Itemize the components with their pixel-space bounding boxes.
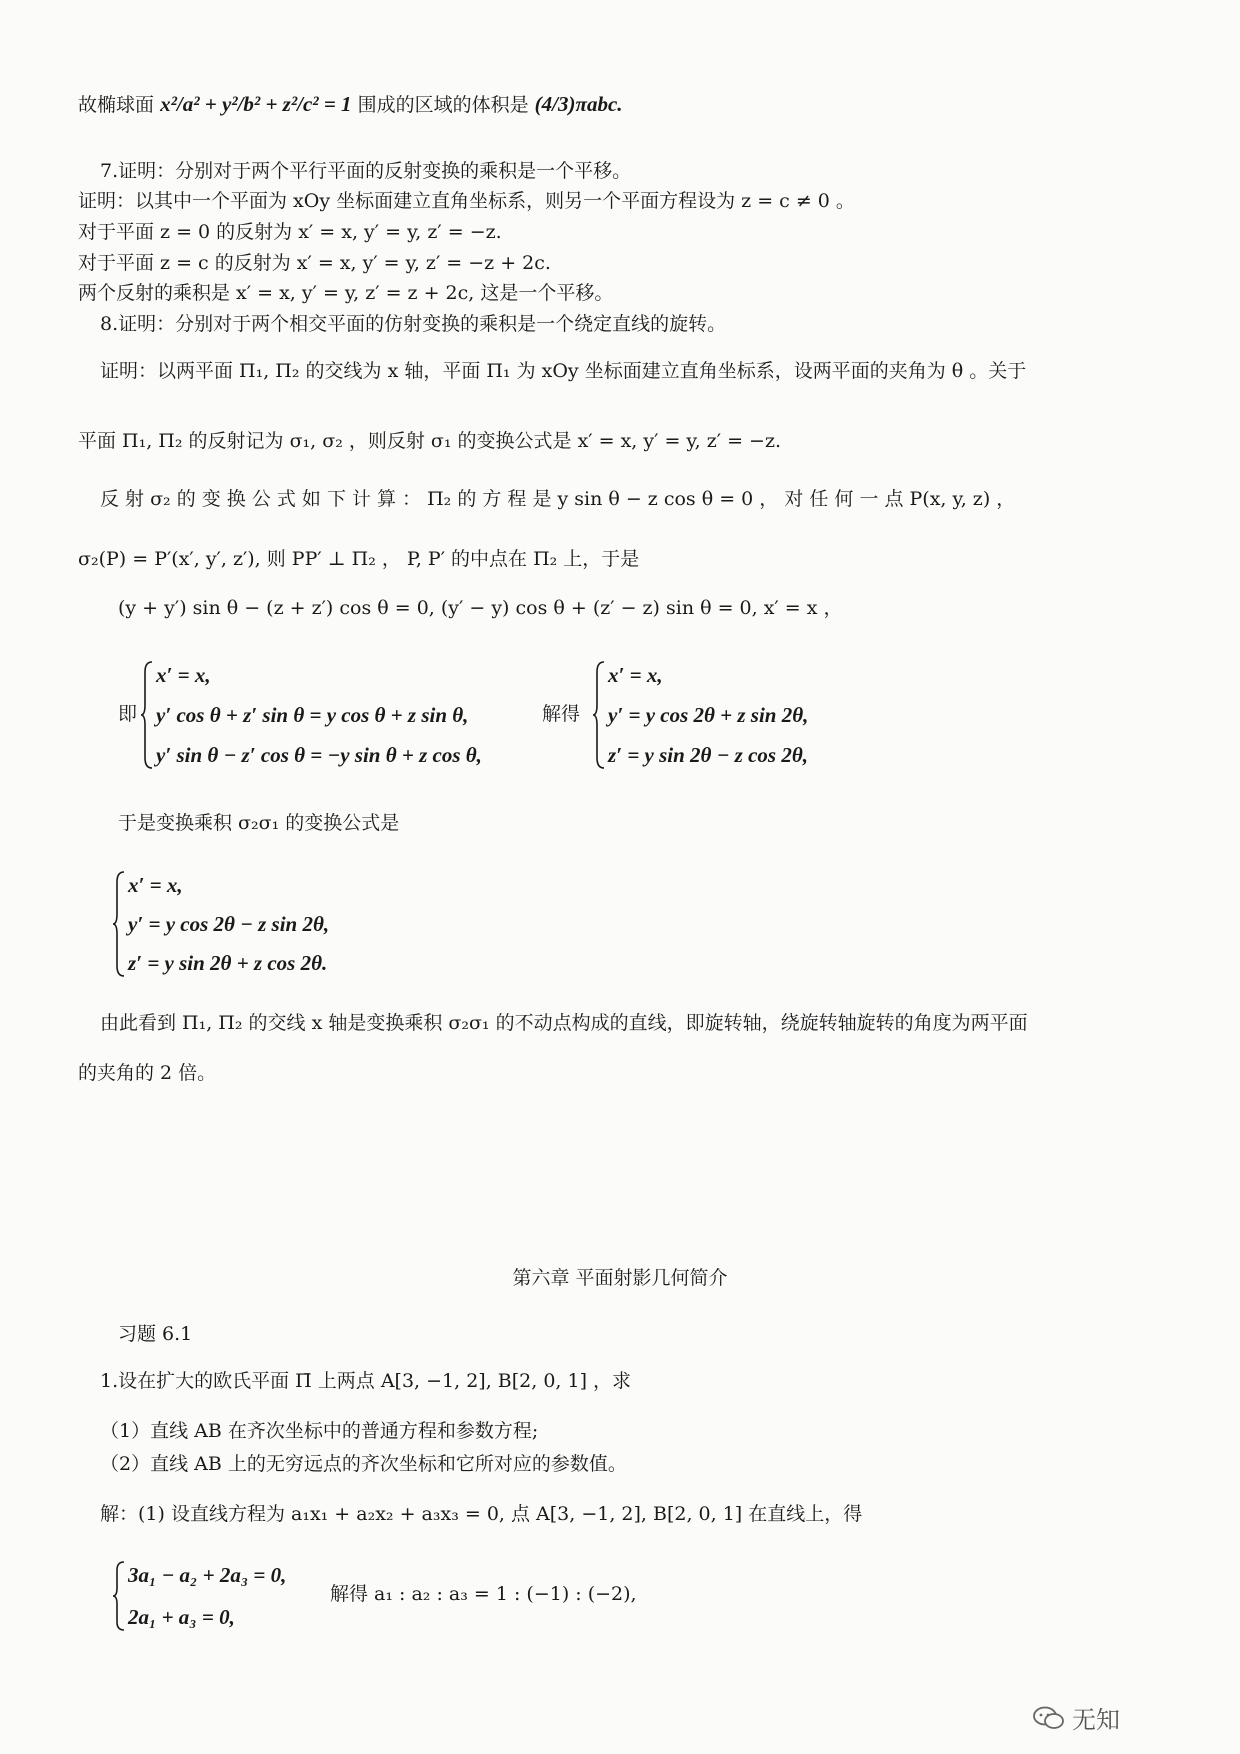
- problem-8-line-1: 证明：以两平面 Π₁, Π₂ 的交线为 x 轴，平面 Π₁ 为 xOy 坐标面建立直角坐标系，设两平面的夹角为 θ 。关于: [100, 360, 1027, 382]
- watermark: [1032, 1700, 1120, 1735]
- brace-icon: [592, 660, 606, 770]
- problem-8-line-7: 由此看到 Π₁, Π₂ 的交线 x 轴是变换乘积 σ₂σ₁ 的不动点构成的直线，即旋转轴，绕旋转轴旋转的角度为两平面: [100, 1012, 1028, 1034]
- system-3-row: x′ = x,: [128, 873, 183, 897]
- system-2-row: y′ = y cos 2θ + z sin 2θ,: [608, 702, 809, 727]
- exercise-heading: 习题 6.1: [118, 1323, 193, 1345]
- system-1-row: y′ cos θ + z′ sin θ = y cos θ + z sin θ,: [156, 702, 469, 727]
- question-1-part-a: （1）直线 AB 在齐次坐标中的普通方程和参数方程;: [100, 1420, 539, 1442]
- system-4-tail: 解得 a₁ : a₂ : a₃ = 1 : (−1) : (−2),: [330, 1583, 637, 1605]
- problem-8-line-3: 反 射 σ₂ 的 变 换 公 式 如 下 计 算 ： Π₂ 的 方 程 是 y sin θ − z cos θ = 0 ， 对 任 何 一 点 P(x, y, z) ，: [100, 488, 1016, 510]
- ellipsoid-equation: x²/a² + y²/b² + z²/c² = 1: [160, 92, 352, 116]
- system-3-row: z′ = y sin 2θ + z cos 2θ.: [128, 950, 328, 975]
- problem-7-line-1: 证明：以其中一个平面为 xOy 坐标面建立直角坐标系，则另一个平面方程设为 z = c ≠ 0 。: [78, 190, 855, 212]
- brace-icon: [112, 1560, 126, 1632]
- problem-8-line-8: 的夹角的 2 倍。: [78, 1062, 217, 1084]
- system-2-label: 解得: [542, 703, 581, 725]
- problem-7-line-4: 两个反射的乘积是 x′ = x, y′ = y, z′ = z + 2c, 这是一个平移。: [78, 282, 614, 304]
- ellipsoid-mid: 围成的区域的体积是: [357, 94, 529, 116]
- problem-7-line-3: 对于平面 z = c 的反射为 x′ = x, y′ = y, z′ = −z + 2c.: [78, 252, 551, 274]
- ellipsoid-volume-line: [78, 92, 623, 117]
- system-1-label: 即: [118, 703, 138, 725]
- system-3: [112, 870, 329, 978]
- ellipsoid-prefix: 故椭球面: [78, 94, 155, 116]
- problem-8-line-2: 平面 Π₁, Π₂ 的反射记为 σ₁, σ₂ ，则反射 σ₁ 的变换公式是 x′ = x, y′ = y, z′ = −z.: [78, 430, 782, 452]
- system-3-row: y′ = y cos 2θ − z sin 2θ,: [128, 911, 330, 936]
- system-1: [140, 660, 482, 770]
- problem-7-line-2: 对于平面 z = 0 的反射为 x′ = x, y′ = y, z′ = −z.: [78, 221, 502, 243]
- question-1: 1.设在扩大的欧氏平面 Π̄ 上两点 A[3, −1, 2], B[2, 0, 1] ，求: [100, 1370, 632, 1392]
- watermark-text: 无知: [1072, 1706, 1120, 1734]
- ellipsoid-volume: (4/3)πabc.: [534, 92, 623, 116]
- system-2: [592, 660, 808, 770]
- solution-line: 解：(1) 设直线方程为 a₁x₁ + a₂x₂ + a₃x₃ = 0, 点 A[3, −1, 2], B[2, 0, 1] 在直线上，得: [100, 1503, 863, 1525]
- system-2-row: z′ = y sin 2θ − z cos 2θ,: [608, 742, 808, 767]
- wechat-icon: [1032, 1706, 1066, 1730]
- system-1-row: x′ = x,: [156, 663, 211, 687]
- problem-8-line-6: 于是变换乘积 σ₂σ₁ 的变换公式是: [118, 812, 400, 834]
- problem-8-line-4: σ₂(P) = P′(x′, y′, z′), 则 PP′ ⊥ Π₂ ， P, P′ 的中点在 Π₂ 上，于是: [78, 548, 640, 570]
- chapter-title: 第六章 平面射影几何简介: [512, 1267, 728, 1289]
- brace-icon: [140, 660, 154, 770]
- system-1-row: y′ sin θ − z′ cos θ = −y sin θ + z cos θ,: [156, 742, 482, 767]
- brace-icon: [112, 870, 126, 978]
- system-4: [112, 1560, 286, 1632]
- system-4-row: 3a₁ − a₂ + 2a₃ = 0,: [128, 1563, 287, 1587]
- problem-7-title: 7.证明：分别对于两个平行平面的反射变换的乘积是一个平移。: [100, 160, 632, 182]
- question-1-part-b: （2）直线 AB 上的无穷远点的齐次坐标和它所对应的参数值。: [100, 1453, 627, 1475]
- system-2-row: x′ = x,: [608, 663, 663, 687]
- problem-8-line-5: (y + y′) sin θ − (z + z′) cos θ = 0, (y′ − y) cos θ + (z′ − z) sin θ = 0, x′ = x ，: [118, 597, 843, 619]
- problem-8-title: 8.证明：分别对于两个相交平面的仿射变换的乘积是一个绕定直线的旋转。: [100, 313, 727, 335]
- system-4-row: 2a₁ + a₃ = 0,: [128, 1604, 235, 1629]
